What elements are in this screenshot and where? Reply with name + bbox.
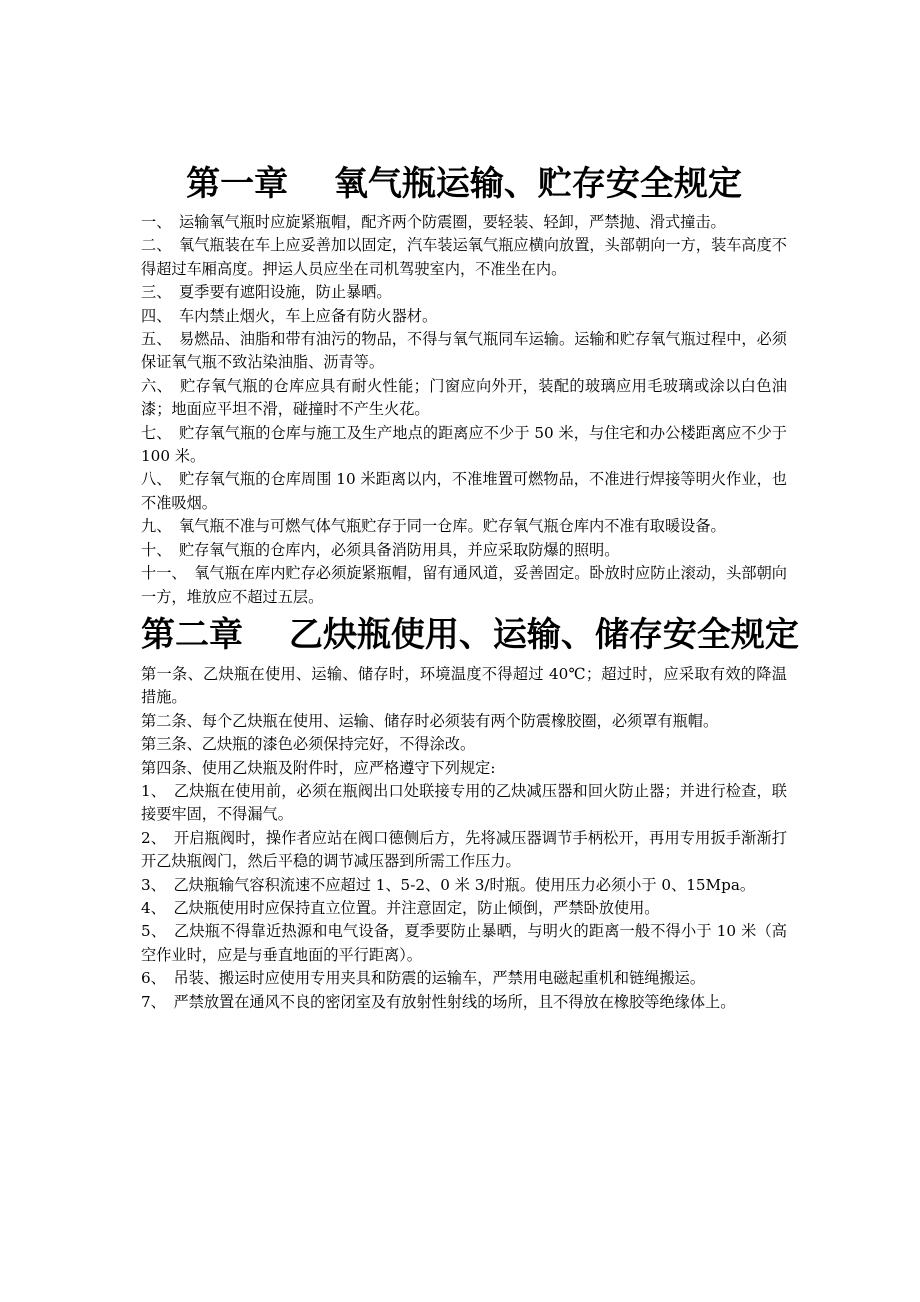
chapter-1-item: 八、 贮存氧气瓶的仓库周围 10 米距离以内，不准堆置可燃物品，不准进行焊接等明火作业，也不准吸烟。 bbox=[141, 470, 787, 512]
chapter-1-title: 第一章 氧气瓶运输、贮存安全规定 bbox=[186, 164, 742, 204]
chapter-2-section bbox=[141, 609, 799, 1014]
chapter-1-section bbox=[141, 158, 787, 609]
chapter-2-item: 5、 乙炔瓶不得靠近热源和电气设备，夏季要防止暴晒，与明火的距离一般不得小于 10 米（高空作业时，应是与垂直地面的平行距离）。 bbox=[141, 922, 787, 964]
chapter-2-item: 第四条、使用乙炔瓶及附件时，应严格遵守下列规定: bbox=[141, 758, 496, 777]
chapter-2-item: 1、 乙炔瓶在使用前，必须在瓶阀出口处联接专用的乙炔减压器和回火防止器；并进行检查，联接要牢固，不得漏气。 bbox=[141, 781, 787, 824]
chapter-2-title: 第二章 乙炔瓶使用、运输、储存安全规定 bbox=[141, 614, 799, 655]
chapter-2-item: 第三条、乙炔瓶的漆色必须保持完好，不得涂改。 bbox=[141, 735, 476, 754]
chapter-1-item: 五、 易燃品、油脂和带有油污的物品，不得与氧气瓶同车运输。运输和贮存氧气瓶过程中，必须保证氧气瓶不致沾染油脂、沥青等。 bbox=[141, 330, 787, 372]
chapter-1-item: 三、 夏季要有遮阳设施，防止暴晒。 bbox=[141, 283, 392, 302]
chapter-1-item: 六、 贮存氧气瓶的仓库应具有耐火性能；门窗应向外开，装配的玻璃应用毛玻璃或涂以白色油漆；地面应平坦不滑，碰撞时不产生火花。 bbox=[141, 376, 787, 419]
chapter-2-item: 4、 乙炔瓶使用时应保持直立位置。并注意固定，防止倾倒，严禁卧放使用。 bbox=[141, 898, 660, 917]
chapter-2-item: 第一条、乙炔瓶在使用、运输、储存时，环境温度不得超过 40℃；超过时，应采取有效的降温措施。 bbox=[141, 664, 787, 707]
chapter-2-item: 2、 开启瓶阀时，操作者应站在阀口德侧后方，先将减压器调节手柄松开，再用专用扳手渐渐打开乙炔瓶阀门，然后平稳的调节减压器到所需工作压力。 bbox=[141, 828, 787, 871]
chapter-2-item: 6、 吊装、搬运时应使用专用夹具和防震的运输车，严禁用电磁起重机和链绳搬运。 bbox=[141, 969, 706, 988]
chapter-1-item: 七、 贮存氧气瓶的仓库与施工及生产地点的距离应不少于 50 米，与住宅和办公楼距离应不少于 100 米。 bbox=[141, 423, 787, 466]
chapter-1-item: 四、 车内禁止烟火，车上应备有防火器材。 bbox=[141, 306, 438, 325]
chapter-1-item: 二、 氧气瓶装在车上应妥善加以固定，汽车装运氧气瓶应横向放置，头部朝向一方，装车高度不得超过车厢高度。押运人员应坐在司机驾驶室内，不准坐在内。 bbox=[141, 236, 787, 278]
chapter-1-item: 十、 贮存氧气瓶的仓库内，必须具备消防用具，并应采取防爆的照明。 bbox=[141, 540, 620, 559]
chapter-2-item: 3、 乙炔瓶输气容积流速不应超过 1、5-2、0 米 3/时瓶。使用压力必须小于 0、15Mpa。 bbox=[141, 875, 756, 894]
chapter-2-item: 7、 严禁放置在通风不良的密闭室及有放射性射线的场所，且不得放在橡胶等绝缘体上。 bbox=[141, 992, 736, 1011]
document-page bbox=[141, 158, 799, 1014]
chapter-1-item: 十一、 氧气瓶在库内贮存必须旋紧瓶帽，留有通风道，妥善固定。卧放时应防止滚动，头部朝向一方，堆放应不超过五层。 bbox=[141, 564, 787, 606]
chapter-1-item: 九、 氧气瓶不准与可燃气体气瓶贮存于同一仓库。贮存氧气瓶仓库内不准有取暖设备。 bbox=[141, 517, 726, 536]
chapter-2-item: 第二条、每个乙炔瓶在使用、运输、储存时必须装有两个防震橡胶圈，必须罩有瓶帽。 bbox=[141, 711, 719, 730]
chapter-1-item: 一、 运输氧气瓶时应旋紧瓶帽，配齐两个防震圈，要轻装、轻卸，严禁抛、滑式撞击。 bbox=[141, 213, 726, 231]
